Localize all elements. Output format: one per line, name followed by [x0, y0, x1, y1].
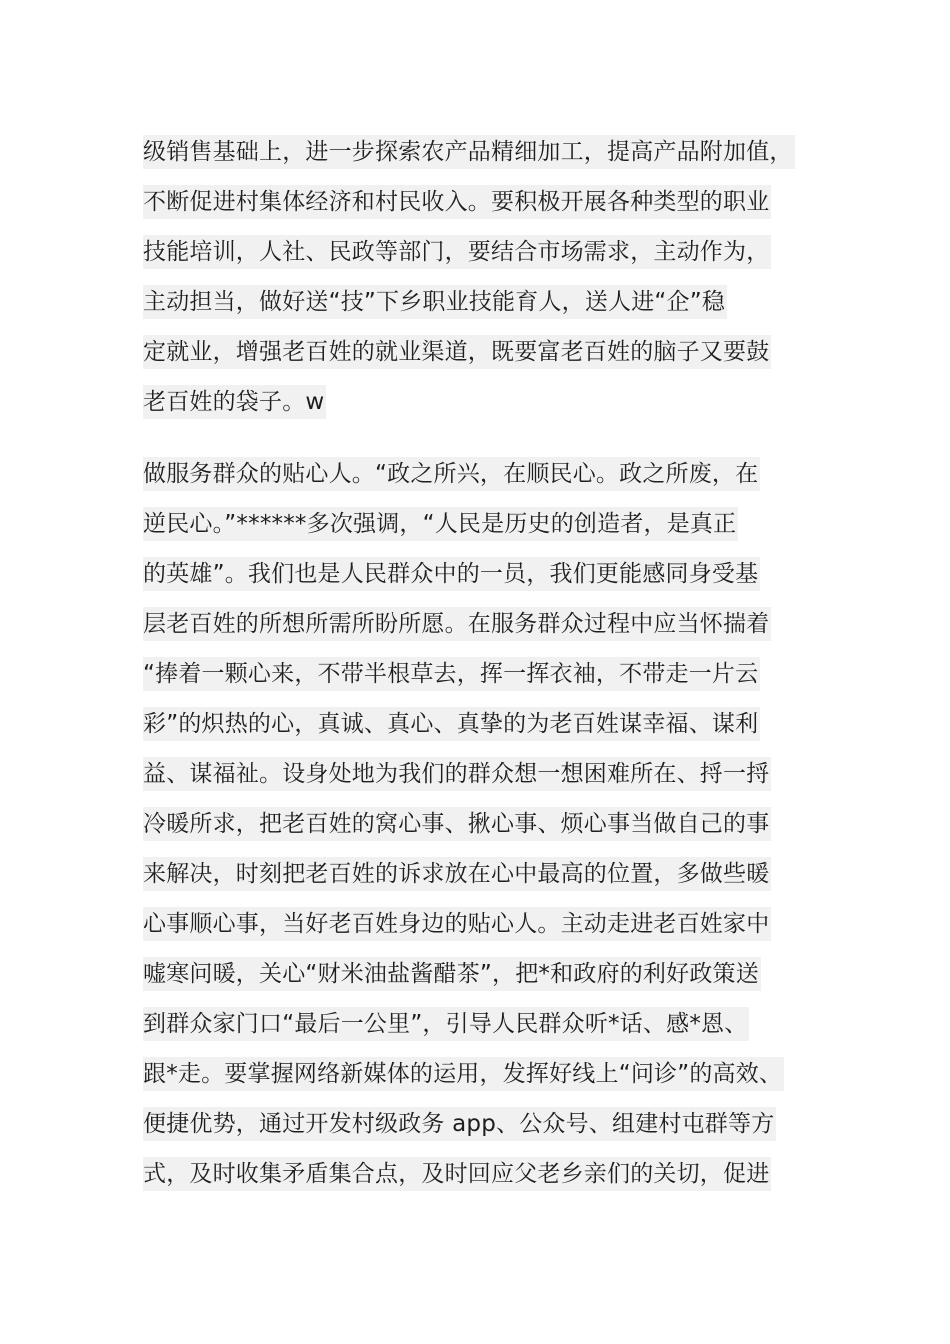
text-line: 彩”的炽热的心，真诚、真心、真挚的为老百姓谋幸福、谋利 [143, 699, 843, 749]
paragraph-1 [143, 127, 843, 427]
text-line: 定就业，增强老百姓的就业渠道，既要富老百姓的脑子又要鼓 [143, 327, 843, 377]
paragraph-2 [143, 449, 843, 1199]
text-line: 冷暖所求，把老百姓的窝心事、揪心事、烦心事当做自己的事 [143, 799, 843, 849]
text-line: 的英雄”。我们也是人民群众中的一员，我们更能感同身受基 [143, 549, 843, 599]
text-line: 心事顺心事，当好老百姓身边的贴心人。主动走进老百姓家中 [143, 899, 843, 949]
text-line: 级销售基础上，进一步探索农产品精细加工，提高产品附加值， [143, 127, 843, 177]
text-line: “捧着一颗心来，不带半根草去，挥一挥衣袖，不带走一片云 [143, 649, 843, 699]
text-line: 到群众家门口“最后一公里”，引导人民群众听*话、感*恩、 [143, 999, 843, 1049]
text-line: 不断促进村集体经济和村民收入。要积极开展各种类型的职业 [143, 177, 843, 227]
text-line: 逆民心。”******多次强调，“人民是历史的创造者，是真正 [143, 499, 843, 549]
text-line: 来解决，时刻把老百姓的诉求放在心中最高的位置，多做些暖 [143, 849, 843, 899]
text-line: 便捷优势，通过开发村级政务 app、公众号、组建村屯群等方 [143, 1099, 843, 1149]
text-line: 嘘寒问暖，关心“财米油盐酱醋茶”，把*和政府的利好政策送 [143, 949, 843, 999]
text-line: 益、谋福祉。设身处地为我们的群众想一想困难所在、捋一捋 [143, 749, 843, 799]
text-line: 技能培训，人社、民政等部门，要结合市场需求，主动作为， [143, 227, 843, 277]
text-line: 主动担当，做好送“技”下乡职业技能育人，送人进“企”稳 [143, 277, 843, 327]
text-line: 做服务群众的贴心人。“政之所兴，在顺民心。政之所废，在 [143, 449, 843, 499]
text-line: 式，及时收集矛盾集合点，及时回应父老乡亲们的关切，促进 [143, 1149, 843, 1199]
text-line: 老百姓的袋子。w [143, 377, 843, 427]
text-line: 跟*走。要掌握网络新媒体的运用，发挥好线上“问诊”的高效、 [143, 1049, 843, 1099]
text-line: 层老百姓的所想所需所盼所愿。在服务群众过程中应当怀揣着 [143, 599, 843, 649]
